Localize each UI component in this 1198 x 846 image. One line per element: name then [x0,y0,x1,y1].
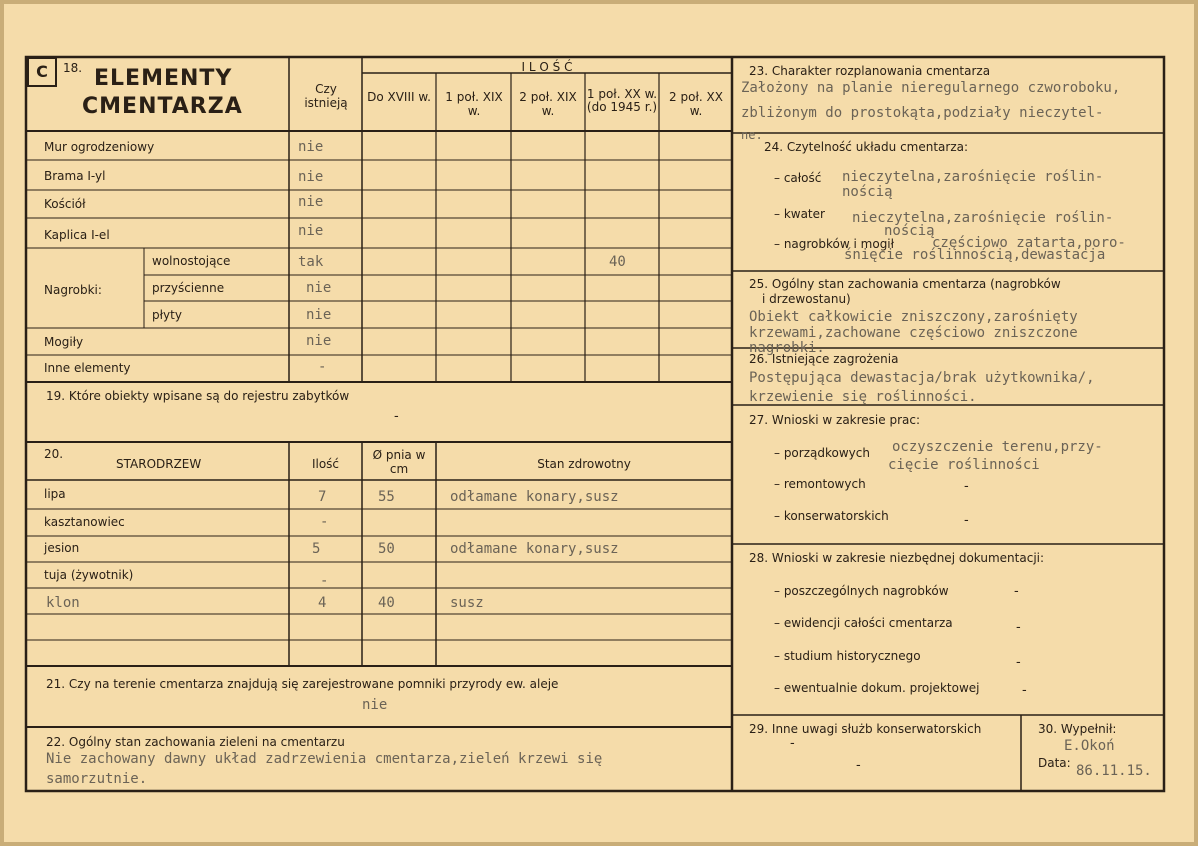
tree-diameter: 40 [378,595,395,611]
s23-value: ne. [741,128,763,142]
row-label: Kaplica I-el [44,228,110,242]
s27-porz-value: oczyszczenie terenu,przy- [892,439,1103,455]
s24-calosc-value: nością [842,184,893,200]
period-header: 1 poł. XX w. (do 1945 r.) [586,87,658,114]
tree-diameter: 50 [378,541,395,557]
s24-label: 24. Czytelność układu cmentarza: [764,140,969,154]
count-value: 40 [609,254,626,270]
row-label: Brama I-yl [44,169,106,183]
s24-kwater-value: nością [884,223,935,239]
s18-number: 18. [63,61,83,75]
s26-value: krzewienie się roślinności. [749,389,977,405]
row-label: płyty [152,308,182,322]
s25-value: nagrobki. [749,340,825,356]
col-czy-istnieja: Czy istnieją [304,82,348,110]
s25-value: Obiekt całkowicie zniszczony,zarośnięty [749,309,1078,325]
s22-value: samorzutnie. [46,771,148,787]
row-label: Inne elementy [44,361,131,375]
s18-title-line2: CMENTARZA [82,94,243,119]
exists-value: nie [306,333,332,349]
s30-label: 30. Wypełnił: [1038,722,1117,736]
s25-label: i drzewostanu) [762,292,851,306]
s28-item-value: - [1014,584,1019,599]
tree-health: susz [450,595,484,611]
inventory-card [4,4,1194,842]
s28-item-value: - [1016,655,1021,670]
exists-value: nie [298,223,324,239]
s28-item-label: – ewentualnie dokum. projektowej [774,681,980,695]
exists-value: nie [306,307,332,323]
s30-date-label: Data: [1038,756,1071,770]
period-header: 2 poł. XIX w. [519,90,577,118]
tree-count: 5 [312,541,321,557]
s26-label: 26. Istniejące zagrożenia [749,352,899,366]
tree-diameter: 55 [378,489,395,505]
s29-value: - [856,758,861,773]
s19-label: 19. Które obiekty wpisane są do rejestru zabytków [46,389,350,403]
col-stan: Stan zdrowotny [537,457,631,471]
s22-value: Nie zachowany dawny układ zadrzewienia cmentarza,zieleń krzewi się [46,751,603,767]
s19-value: - [394,409,399,424]
s28-item-value: - [1016,620,1021,635]
tree-name: lipa [44,487,66,501]
s20-title: STARODRZEW [116,457,202,471]
s27-porz-value: cięcie roślinności [888,457,1040,473]
row-label: wolnostojące [152,254,231,268]
form-grid-lines [4,4,1194,842]
s23-label: 23. Charakter rozplanowania cmentarza [749,64,991,78]
s28-item-label: – ewidencji całości cmentarza [774,616,953,630]
tree-health: odłamane konary,susz [450,541,619,557]
s22-label: 22. Ogólny stan zachowania zieleni na cmentarzu [46,735,345,749]
row-label: przyścienne [152,281,225,295]
exists-value: nie [298,194,324,210]
tree-count: 4 [318,595,327,611]
s28-label: 28. Wnioski w zakresie niezbędnej dokumentacji: [749,551,1045,565]
s29-label: 29. Inne uwagi służb konserwatorskich [749,722,982,736]
s27-label: 27. Wnioski w zakresie prac: [749,413,921,427]
s21-value: nie [362,697,388,713]
period-header: 1 poł. XIX w. [445,90,503,118]
tree-name: tuja (żywotnik) [44,568,134,582]
exists-value: tak [298,254,324,270]
s24-nagrob-label: – nagrobków i mogił [774,237,895,251]
tree-name: jesion [44,541,80,555]
s23-value: zbliżonym do prostokąta,podziały nieczytel- [741,105,1104,121]
tree-name: klon [46,595,80,611]
s27-kons-value: - [964,513,969,528]
s27-porz-label: – porządkowych [774,446,870,460]
tree-name: kasztanowiec [44,515,125,529]
s25-label: 25. Ogólny stan zachowania cmentarza (nagrobków [749,277,1061,291]
s21-label: 21. Czy na terenie cmentarza znajdują się zarejestrowane pomniki przyrody ew. aleje [46,677,559,691]
exists-value: nie [298,139,324,155]
s24-nagrob-value: częściowo zatarta,poro- [932,235,1126,251]
s28-item-value: - [1022,683,1027,698]
col-pnia: Ø pnia w cm [372,448,426,476]
tree-count: - [320,573,329,589]
period-header: Do XVIII w. [367,90,431,104]
s23-value: Założony na planie nieregularnego czworoboku, [741,80,1121,96]
tree-count: 7 [318,489,327,505]
s24-kwater-value: nieczytelna,zarośnięcie roślin- [852,210,1114,226]
s24-calosc-label: – całość [774,171,822,185]
row-label: Kościół [44,197,86,211]
page-label: C [27,57,57,87]
nagrobki-label: Nagrobki: [44,283,102,297]
s24-kwater-label: – kwater [774,207,825,221]
exists-value: nie [298,169,324,185]
s27-rem-value: - [964,479,969,494]
col-ilosc: Ilość [311,457,340,471]
exists-value: - [318,359,327,375]
row-label: Mogiły [44,335,84,349]
s27-rem-label: – remontowych [774,477,866,491]
s30-name: E.Okoń [1064,738,1115,754]
s18-title-line1: ELEMENTY [94,66,233,91]
s29-value: - [790,736,795,751]
s28-item-label: – poszczególnych nagrobków [774,584,949,598]
s24-calosc-value: nieczytelna,zarośnięcie roślin- [842,169,1104,185]
s26-value: Postępująca dewastacja/brak użytkownika/, [749,370,1095,386]
s27-kons-label: – konserwatorskich [774,509,889,523]
s28-item-label: – studium historycznego [774,649,921,663]
period-header: 2 poł. XX w. [669,90,723,118]
tree-health: odłamane konary,susz [450,489,619,505]
s25-value: krzewami,zachowane częściowo zniszczone [749,325,1078,341]
s30-date: 86.11.15. [1076,763,1152,779]
s20-number: 20. [44,447,64,461]
row-label: Mur ogrodzeniowy [44,140,155,154]
exists-value: nie [306,280,332,296]
ilosc-header: I L O Ś Ć [521,60,573,74]
tree-count: - [320,514,329,530]
s24-nagrob-value: śnięcie roślinnością,dewastacja [844,247,1106,263]
